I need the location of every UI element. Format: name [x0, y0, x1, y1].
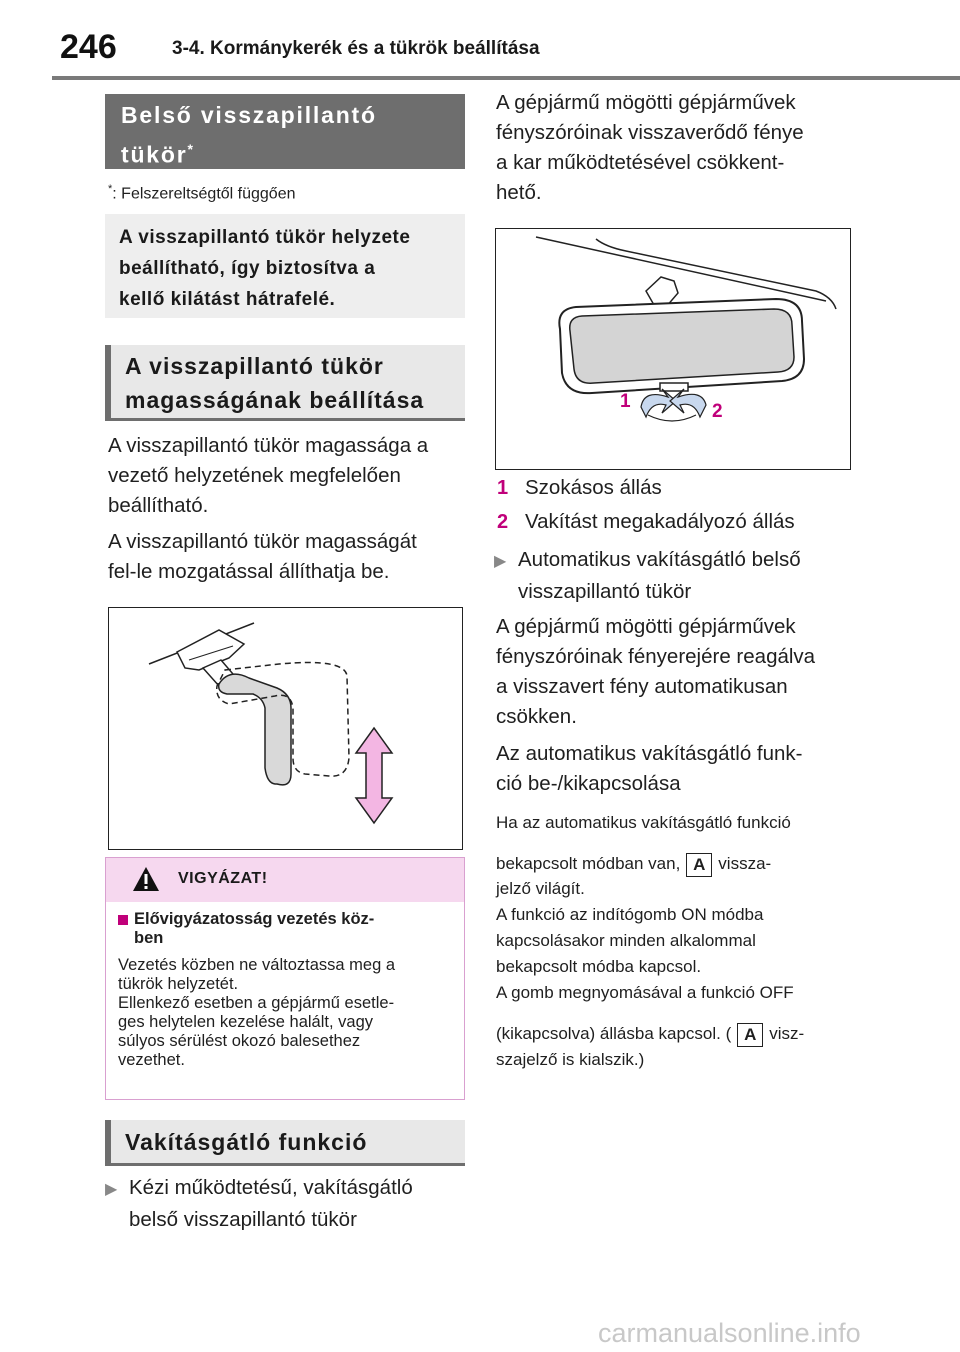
section-title-height-adjust	[105, 345, 465, 421]
text-line: A visszapillantó tükör magassága a	[108, 434, 429, 457]
small-line: szajelző is kialszik.)	[496, 1050, 645, 1069]
text-line: fényszóróinak visszaverődő fénye	[496, 121, 804, 144]
section-title-inner-mirror	[105, 94, 465, 169]
item-text: Szokásos állás	[525, 476, 662, 499]
text-line: fényszóróinak fényerejére reagálva	[496, 645, 816, 668]
triangle-bullet-icon: ▶	[494, 553, 507, 570]
section-title-anti-glare: Vakításgátló funkció	[105, 1120, 465, 1166]
text-line: fel-le mozgatással állíthatja be.	[108, 560, 390, 583]
text-line: Az automatikus vakításgátló funk-	[496, 742, 803, 765]
paragraph-manual-desc	[496, 88, 856, 208]
list-item	[497, 507, 795, 537]
summary-line: A visszapillantó tükör helyzete	[119, 227, 411, 248]
summary-line: beállítható, így biztosítva a	[119, 258, 376, 279]
small-line: Ha az automatikus vakításgátló funkció	[496, 813, 791, 832]
footnote: *: Felszereltségtől függően	[108, 183, 296, 203]
caution-subhead: Elővigyázatosság vezetés köz- ben	[106, 902, 464, 948]
headliner-line	[536, 237, 826, 301]
page-number: 246	[60, 28, 117, 66]
indicator-a-icon: A	[737, 1023, 763, 1047]
caution-box	[105, 857, 465, 1100]
paragraph-auto-desc	[496, 612, 866, 732]
caution-header	[106, 858, 464, 902]
text-line: A gépjármű mögötti gépjárművek	[496, 615, 796, 638]
up-down-arrow-icon	[356, 728, 392, 823]
text-line: ció be-/kikapcsolása	[496, 772, 681, 795]
section-title-line: A visszapillantó tükör	[125, 353, 384, 379]
text-line: A gépjármű mögötti gépjárművek	[496, 91, 796, 114]
caution-text: Vezetés közben ne változtassa meg a tükrök helyzetét. Ellenkező esetben a gépjármű esetle- ges helytelen kezelése halált, vagy súlyos sérülést okozó balesethez vezethet.	[118, 956, 396, 1069]
item-text: Vakítást megakadályozó állás	[525, 510, 795, 533]
text-line: csökken.	[496, 705, 577, 728]
paragraph-height-info	[108, 431, 468, 521]
section-title-line2: tükör*	[121, 141, 195, 168]
watermark: carmanualsonline.info	[598, 1318, 861, 1348]
figure-label-2: 2	[712, 401, 723, 422]
summary-box	[105, 214, 465, 318]
warning-triangle-icon	[132, 866, 160, 892]
indicator-a-icon: A	[686, 853, 712, 877]
item-number: 2	[497, 511, 509, 533]
mirror-body	[219, 674, 291, 785]
text-line: hető.	[496, 181, 542, 204]
small-text-block: jelző világít. A funkció az indítógomb ON módba kapcsolásakor minden alkalommal bekapcsolt módba kapcsol. A gomb megnyomásával a funkció OFF	[496, 879, 794, 1002]
caution-title: VIGYÁZAT!	[178, 870, 268, 887]
headliner-curve	[596, 239, 836, 309]
small-line-with-key: (kikapcsolva) állásba kapcsol. ( A visz-	[496, 1021, 866, 1047]
small-line-with-key: bekapcsolt módban van, A vissza-	[496, 851, 866, 877]
text-line: beállítható.	[108, 494, 209, 517]
bullet-square-icon	[118, 915, 128, 925]
chapter-title: 3-4. Kormánykerék és a tükrök beállítása	[172, 38, 540, 59]
list-item	[497, 473, 662, 503]
arrow-left-icon	[641, 389, 676, 417]
section-title-line: magasságának beállítása	[125, 387, 425, 413]
text-line: vezető helyzetének megfelelően	[108, 464, 401, 487]
figure-label-1: 1	[620, 391, 631, 412]
header-rule	[52, 76, 960, 80]
text-line: a visszavert fény automatikusan	[496, 675, 788, 698]
mirror-lever-illustration	[496, 229, 849, 468]
section-title-line1: Belső visszapillantó	[121, 102, 377, 128]
item-number: 1	[497, 477, 509, 499]
paragraph-height-how	[108, 527, 468, 587]
text-line: a kar működtetésével csökkent-	[496, 151, 785, 174]
triangle-bullet-icon: ▶	[105, 1181, 118, 1198]
summary-line: kellő kilátást hátrafelé.	[119, 289, 336, 310]
bullet-auto-mirror: ▶ Automatikus vakításgátló belső visszapillantó tükör	[494, 548, 801, 603]
arrow-right-icon	[670, 389, 706, 417]
mirror-glass	[570, 309, 794, 383]
bullet-manual-mirror: ▶ Kézi működtetésű, vakításgátló belső visszapillantó tükör	[105, 1176, 413, 1231]
mirror-lever-figure	[495, 228, 851, 470]
text-line: A visszapillantó tükör magasságát	[108, 530, 417, 553]
paragraph-auto-toggle	[496, 739, 866, 799]
mirror-height-figure	[108, 607, 463, 850]
mirror-height-illustration	[109, 608, 461, 848]
arrow-curve	[648, 415, 696, 421]
